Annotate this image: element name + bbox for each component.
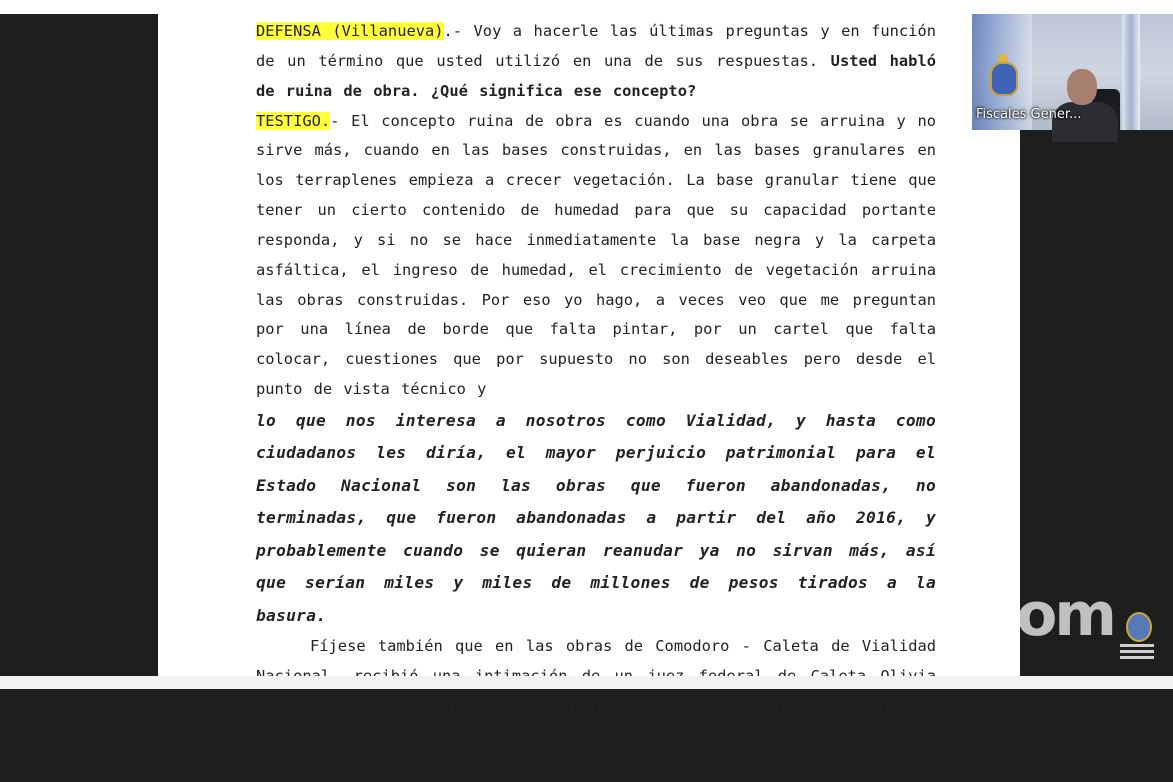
participant-name-label: Fiscales Gener... [976,107,1082,122]
bottom-bar [0,676,1173,689]
continuation-text: Fíjese también que en las obras de Comodoro - Caleta de Vialidad porque era tal el grado de deterioro que tenía la ruta existente que se había tornado realmente peligrosa la circulación, en una zona que además [256,637,936,775]
coat-of-arms-icon [990,62,1018,96]
paragraph-defense-question [256,17,936,107]
seal-disc [1126,612,1152,642]
paragraph-witness-answer [256,107,936,405]
defense-question-bold: Usted habló de ruina de obra. ¿Qué significa ese concepto? [256,51,936,100]
witness-answer-text: - El concepto ruina de obra es cuando una obra se arruina y no sirve más, cuando en las bases construidas, en las bases granulares en los terraplenes empieza a crecer vegetación. La base granular tiene que tener un cierto contenido de humedad para que su capacidad portante responda, y si no se hace inmediatamente la base negra y la carpeta asfáltica, el ingreso de humedad, el crecimiento de vegetación arruina las obras construidas. Por eso yo hago, a veces veo que me preguntan por una línea de borde que falta pintar, por un cartel que falta colocar, cuestiones que por supuesto no son deseables pero desde el punto de vista técnico y [256,111,936,399]
top-bar [0,0,1173,14]
speaker-label-defense: DEFENSA (Villanueva) [256,22,444,40]
zoom-logo-watermark: zoom [946,580,1114,650]
seal-caption-line [1120,656,1154,659]
participant-head-image [1067,69,1097,105]
paragraph-witness-emphasis [256,405,936,633]
seal-caption-line [1120,650,1154,653]
paragraph-continuation [256,632,936,781]
seal-caption-line [1120,644,1154,647]
witness-answer-emphasis: lo que nos interesa a nosotros como Vialidad, y hasta como ciudadanos les diría, el mayor perjuicio patrimonial para el Estado Nacional son las obras que fueron abandonadas, no terminadas, que fueron abandonadas a partir del año 2016, y probablemente cuando se quieran reanudar ya no sirvan más, así que serían miles y miles de millones de pesos tirados a la basura. [256,410,936,625]
speaker-label-witness: TESTIGO. [256,111,331,130]
participant-video-tile[interactable] [972,14,1173,130]
defense-question-text: .- Voy a hacerle las últimas preguntas y en función de un término que usted utilizó en una de sus respuestas. [256,22,936,70]
document-text [256,17,936,782]
flag-icon [1122,14,1140,130]
argentina-coat-of-arms-icon [1120,612,1154,658]
shared-document-page [158,14,1020,775]
